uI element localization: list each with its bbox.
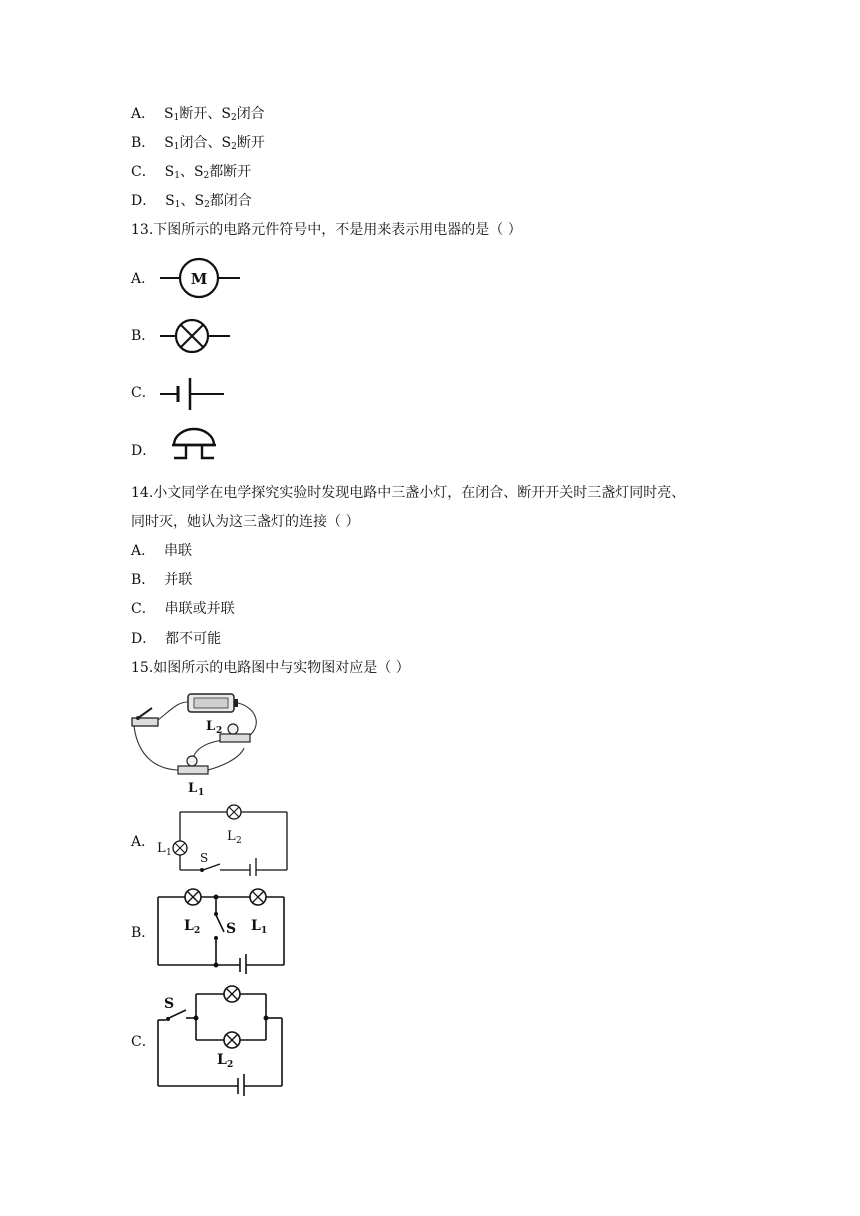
q12-option-c: C． $S_1$、$S_2$都断开: [131, 164, 252, 181]
c-label-l2: L: [217, 1052, 227, 1068]
circuit-diagram-c: [152, 984, 290, 1096]
c-label-l2-sub: 2: [227, 1060, 234, 1070]
circuit-diagram-b: [152, 884, 290, 974]
lamp-symbol-icon: [158, 316, 234, 356]
a-label-l2: L: [227, 829, 236, 844]
photo-label-l2-sub: 2: [216, 726, 223, 736]
b-label-l2: L: [184, 918, 194, 934]
b-label-l1: L: [251, 918, 261, 934]
q13-stem: 13.下图所示的电路元件符号中，不是用来表示用电器的是（ ）: [131, 222, 522, 238]
b-label-l1-sub: 1: [261, 926, 268, 936]
q12-option-d: D． $S_1$、$S_2$都闭合: [131, 193, 252, 210]
q13-label-c: C．: [131, 385, 156, 401]
q14-option-a: A． 串联: [131, 543, 193, 559]
q12-option-a: A． $S_1$断开、$S_2$闭合: [131, 106, 265, 123]
circuit-diagram-a: [154, 800, 294, 876]
q14-option-c: C． 串联或并联: [131, 601, 235, 617]
q15-stem: 15.如图所示的电路图中与实物图对应是（ ）: [131, 660, 410, 676]
a-label-l1: L: [157, 841, 166, 856]
motor-symbol-icon: [158, 254, 244, 302]
b-label-l2-sub: 2: [194, 926, 201, 936]
c-label-s: S: [164, 996, 175, 1012]
photo-label-l1: L: [188, 781, 198, 796]
q14-option-d: D． 都不可能: [131, 631, 222, 647]
a-label-l2-sub: 2: [236, 836, 242, 846]
q13-label-d: D．: [131, 443, 157, 459]
q12-option-b: B． $S_1$闭合、$S_2$断开: [131, 135, 265, 152]
q14-stem-line2: 同时灭，她认为这三盏灯的连接（ ）: [131, 514, 360, 530]
b-label-s: S: [226, 921, 237, 937]
bell-symbol-icon: [166, 426, 222, 462]
q13-label-b: B．: [131, 328, 156, 344]
a-label-l1-sub: 1: [166, 848, 172, 858]
q15-label-b: B．: [131, 925, 156, 941]
battery-symbol-icon: [158, 376, 228, 412]
photo-label-l1-sub: 1: [198, 788, 205, 798]
q13-label-a: A．: [131, 271, 156, 287]
q14-stem-line1: 14.小文同学在电学探究实验时发现电路中三盏小灯，在闭合、断开开关时三盏灯同时亮、: [131, 485, 686, 501]
photo-label-l2: L: [206, 719, 216, 734]
motor-letter: M: [190, 270, 208, 288]
q15-label-c: C．: [131, 1034, 156, 1050]
physical-circuit-illustration: [128, 688, 268, 798]
a-label-s: S: [200, 851, 209, 865]
q14-option-b: B． 并联: [131, 572, 193, 588]
q15-label-a: A．: [131, 834, 156, 850]
